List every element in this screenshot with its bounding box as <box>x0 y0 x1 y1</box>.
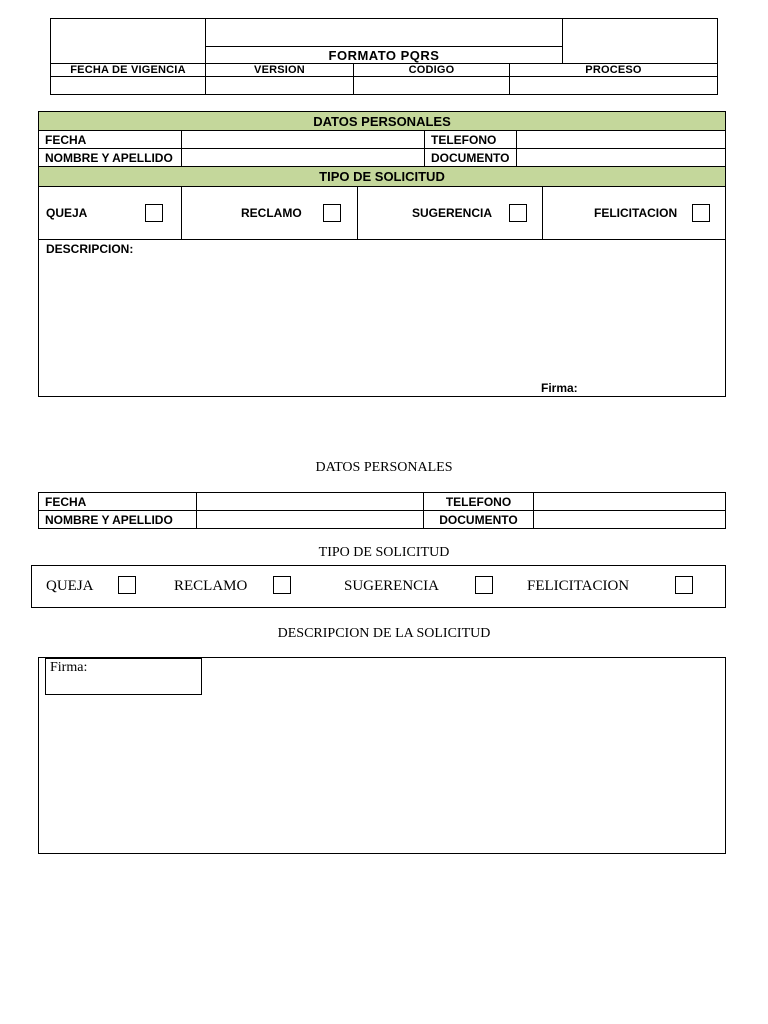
form1-input-telefono[interactable] <box>516 130 726 149</box>
form1-input-fecha[interactable] <box>181 130 425 149</box>
header-value-proceso[interactable] <box>509 76 718 95</box>
header-top-blank-cell <box>205 18 563 47</box>
form1-section-tipo-solicitud: TIPO DE SOLICITUD <box>38 166 726 187</box>
form1-label-documento: DOCUMENTO <box>424 148 517 167</box>
form2-label-nombre: NOMBRE Y APELLIDO <box>38 510 197 529</box>
form2-label-fecha: FECHA <box>38 492 197 511</box>
form1-checkbox-queja[interactable] <box>145 204 163 222</box>
header-col-codigo: CODIGO <box>353 63 510 77</box>
form1-input-nombre[interactable] <box>181 148 425 167</box>
form2-checkbox-reclamo[interactable] <box>273 576 291 594</box>
form2-label-telefono: TELEFONO <box>423 492 534 511</box>
form2-input-nombre[interactable] <box>196 510 424 529</box>
header-value-fecha-vigencia[interactable] <box>50 76 206 95</box>
form2-section-tipo-solicitud: TIPO DE SOLICITUD <box>318 545 450 560</box>
form1-option-label-sugerencia: SUGERENCIA <box>412 206 493 220</box>
form1-checkbox-felicitacion[interactable] <box>692 204 710 222</box>
form1-option-label-queja: QUEJA <box>46 206 88 220</box>
form1-label-telefono: TELEFONO <box>424 130 517 149</box>
form1-checkbox-reclamo[interactable] <box>323 204 341 222</box>
form2-label-documento: DOCUMENTO <box>423 510 534 529</box>
header-col-fecha-vigencia: FECHA DE VIGENCIA <box>50 63 206 77</box>
form2-label-firma: Firma: <box>50 660 88 675</box>
header-value-version[interactable] <box>205 76 354 95</box>
form2-input-documento[interactable] <box>533 510 726 529</box>
form1-input-documento[interactable] <box>516 148 726 167</box>
form1-label-descripcion: DESCRIPCION: <box>46 242 134 256</box>
form2-checkbox-felicitacion[interactable] <box>675 576 693 594</box>
form1-option-label-reclamo: RECLAMO <box>241 206 302 220</box>
form2-input-telefono[interactable] <box>533 492 726 511</box>
header-col-proceso: PROCESO <box>509 63 718 77</box>
header-title: FORMATO PQRS <box>205 46 563 64</box>
form1-option-label-felicitacion: FELICITACION <box>594 206 678 220</box>
form2-section-datos-personales: DATOS PERSONALES <box>315 460 453 475</box>
form2-checkbox-queja[interactable] <box>118 576 136 594</box>
form1-label-nombre: NOMBRE Y APELLIDO <box>38 148 182 167</box>
form1-section-datos-personales: DATOS PERSONALES <box>38 111 726 131</box>
form2-section-descripcion: DESCRIPCION DE LA SOLICITUD <box>277 626 491 641</box>
form2-input-fecha[interactable] <box>196 492 424 511</box>
form2-option-label-queja: QUEJA <box>46 578 94 594</box>
header-right-cell <box>562 18 718 64</box>
form2-option-label-felicitacion: FELICITACION <box>527 578 630 594</box>
header-logo-cell <box>50 18 206 64</box>
form2-checkbox-sugerencia[interactable] <box>475 576 493 594</box>
form2-option-label-sugerencia: SUGERENCIA <box>344 578 440 594</box>
header-value-codigo[interactable] <box>353 76 510 95</box>
header-col-version: VERSION <box>205 63 354 77</box>
form1-label-firma: Firma: <box>541 381 578 395</box>
form2-option-label-reclamo: RECLAMO <box>174 578 248 594</box>
form1-description-box[interactable] <box>38 239 726 397</box>
form1-label-fecha: FECHA <box>38 130 182 149</box>
form1-checkbox-sugerencia[interactable] <box>509 204 527 222</box>
